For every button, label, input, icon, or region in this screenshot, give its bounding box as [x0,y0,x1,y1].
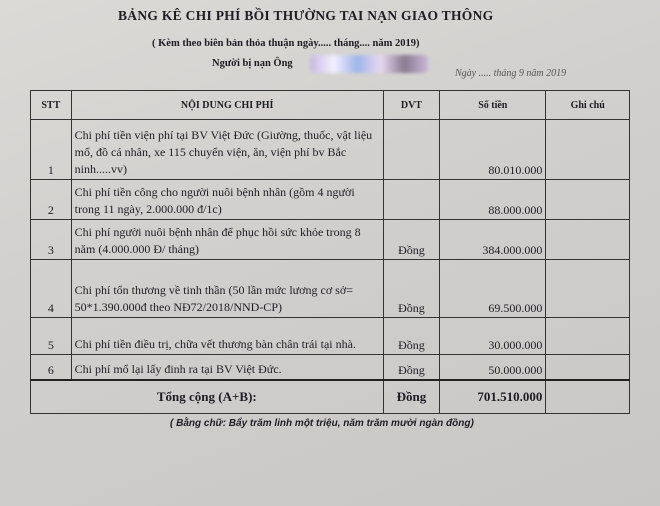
row-amount: 80.010.000 [440,120,546,180]
row-amount: 88.000.000 [440,180,546,220]
total-label: Tổng cộng (A+B): [31,380,384,414]
table-header-row [31,91,630,120]
row-note [546,180,630,220]
row-stt: 1 [31,120,72,180]
row-unit [383,120,440,180]
col-amount: Số tiền [440,91,546,120]
row-note [546,120,630,180]
row-amount: 50.000.000 [440,355,546,380]
row-note [546,220,630,260]
table-row [31,260,630,318]
col-note: Ghi chú [546,91,630,120]
expense-table [30,90,630,414]
row-unit: Đồng [383,318,440,355]
document-date: Ngày ..... tháng 9 năm 2019 [455,68,567,79]
row-unit [383,180,440,220]
row-stt: 2 [31,180,72,220]
row-content: Chi phí tổn thương về tinh thần (50 lần mức lương cơ sở= 50*1.390.000đ theo NĐ72/2018/NND-CP) [71,260,383,318]
col-content: NỘI DUNG CHI PHÍ [71,91,383,120]
table-row [31,220,630,260]
row-content: Chi phí tiền viện phí tại BV Việt Đức (Giường, thuốc, vật liệu mổ, đồ cá nhân, xe 115 chuyển viện, ăn, viện phí bv Bắc ninh.....vv) [71,120,383,180]
row-stt: 3 [31,220,72,260]
row-note [546,355,630,380]
row-amount: 384.000.000 [440,220,546,260]
row-amount: 30.000.000 [440,318,546,355]
total-unit: Đồng [383,380,440,414]
table-row [31,355,630,380]
row-stt: 4 [31,260,72,318]
col-unit: DVT [383,91,440,120]
row-content: Chi phí mổ lại lấy đinh ra tại BV Việt Đức. [71,355,383,380]
row-content: Chi phí người nuôi bệnh nhân để phục hồi sức khỏe trong 8 năm (4.000.000 Đ/ tháng) [71,220,383,260]
row-content: Chi phí tiền điều trị, chữa vết thương bàn chân trái tại nhà. [71,318,383,355]
document-subtitle: ( Kèm theo biên bản thỏa thuận ngày..... tháng.... năm 2019) [152,38,420,49]
table-row [31,318,630,355]
row-unit: Đồng [383,220,440,260]
table-row [31,180,630,220]
row-note [546,318,630,355]
table-row [31,120,630,180]
col-stt: STT [31,91,72,120]
total-note [546,380,630,414]
row-note [546,260,630,318]
row-stt: 6 [31,355,72,380]
row-stt: 5 [31,318,72,355]
total-row [31,380,630,414]
total-amount: 701.510.000 [440,380,546,414]
row-unit: Đồng [383,355,440,380]
victim-label: Người bị nạn Ông [212,58,293,69]
amount-in-words: ( Bằng chữ: Bẩy trăm linh một triệu, năm trăm mười ngàn đồng) [170,418,474,429]
row-content: Chi phí tiền công cho người nuôi bệnh nhân (gồm 4 người trong 11 ngày, 2.000.000 đ/1c) [71,180,383,220]
redacted-name [310,55,428,73]
row-unit: Đồng [383,260,440,318]
document-title: BẢNG KÊ CHI PHÍ BỒI THƯỜNG TAI NẠN GIAO THÔNG [118,8,494,23]
row-amount: 69.500.000 [440,260,546,318]
